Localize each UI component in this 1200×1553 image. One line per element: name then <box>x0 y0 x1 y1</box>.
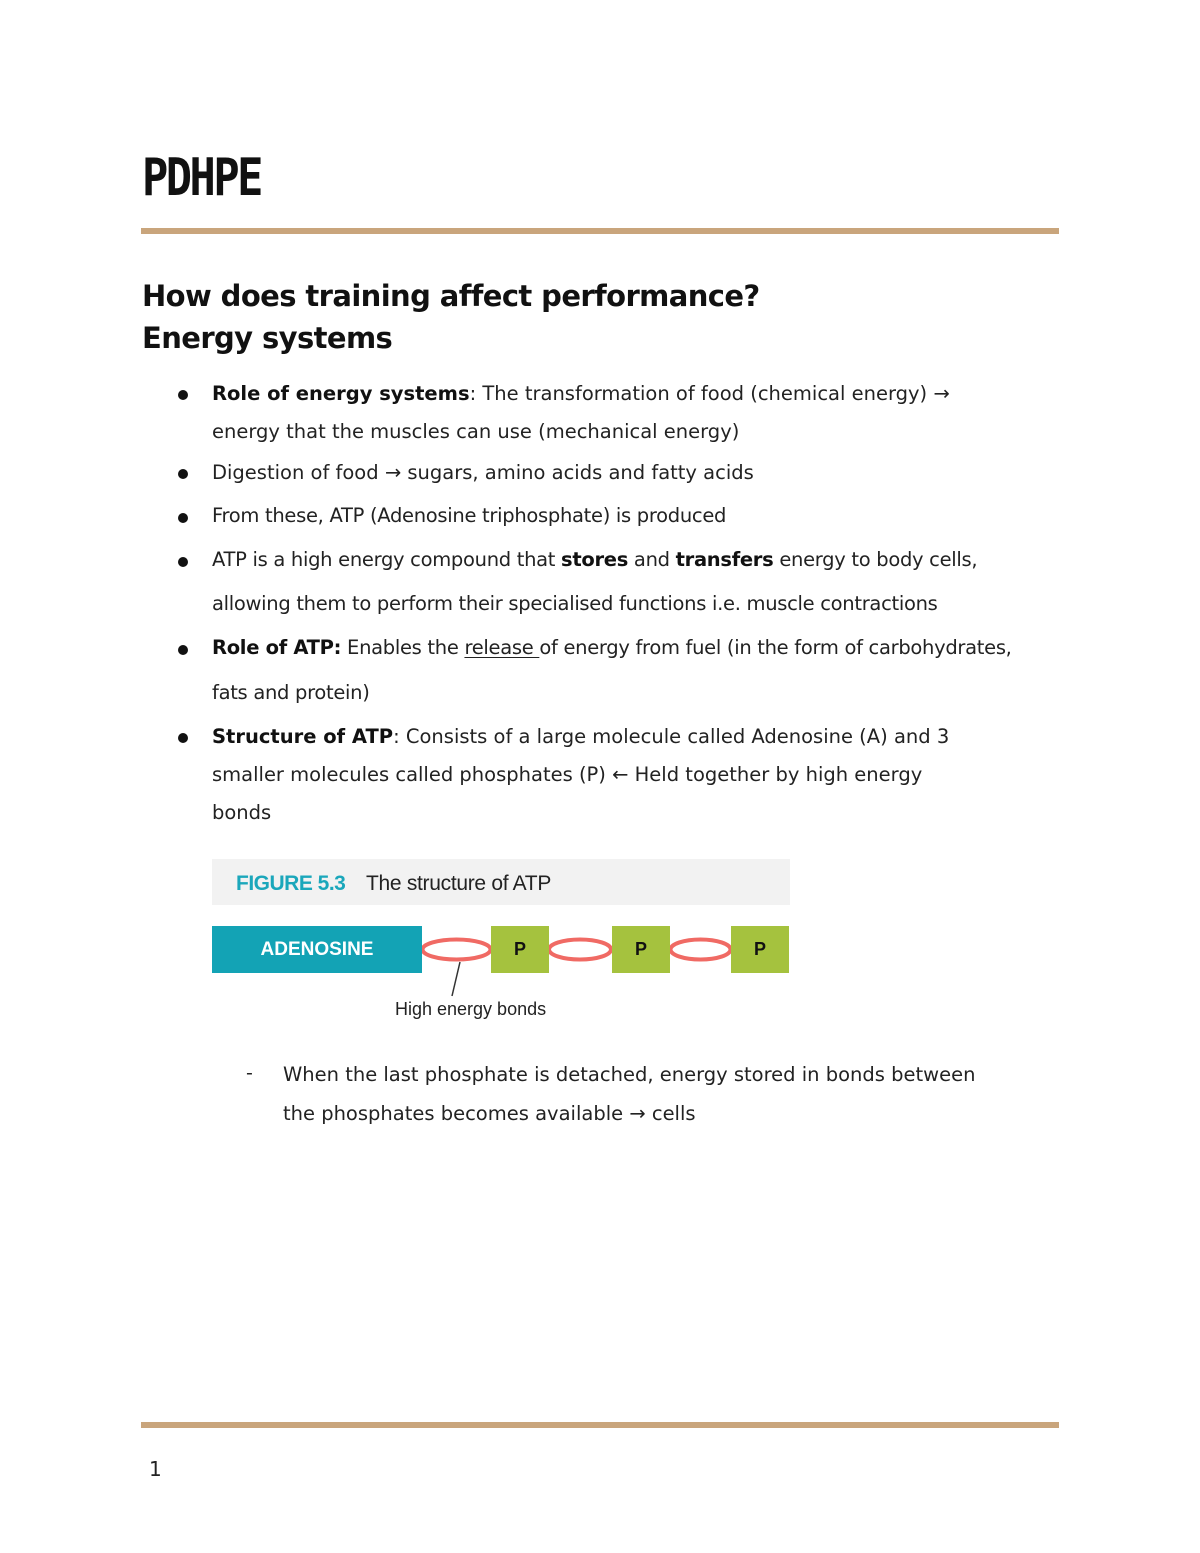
bond-pointer-line <box>452 962 460 996</box>
text-segment: release <box>464 636 540 659</box>
text-segment: From these, ATP (Adenosine triphosphate) is produced <box>212 504 727 527</box>
phosphate-block-3: P <box>731 926 789 973</box>
bullet-line-3 <box>212 460 754 486</box>
text-segment: fats and protein) <box>212 681 370 704</box>
text-segment: ATP is a high energy compound that <box>212 548 562 571</box>
bond-1 <box>423 940 491 960</box>
heading-question: How does training affect performance? <box>142 279 760 313</box>
sub-point-line-2: the phosphates becomes available → cells <box>283 1102 696 1125</box>
header-rule <box>141 228 1059 234</box>
text-segment: : Consists of a large molecule called Adenosine (A) and 3 <box>393 725 950 748</box>
bond-2 <box>549 940 611 960</box>
bullet-icon <box>178 733 188 743</box>
document-title: PDHPE <box>142 148 261 208</box>
text-segment: Digestion of food → sugars, amino acids and fatty acids <box>212 461 754 484</box>
text-segment: allowing them to perform their specialised functions i.e. muscle contractions <box>212 592 938 615</box>
adenosine-block: ADENOSINE <box>212 926 422 973</box>
text-segment: Enables the <box>341 636 465 659</box>
bullet-line-2 <box>212 419 739 445</box>
bullet-icon <box>178 557 188 567</box>
figure-caption: The structure of ATP <box>366 872 552 895</box>
bullet-line-10 <box>212 762 922 788</box>
text-segment: smaller molecules called phosphates (P) ← Held together by high energy <box>212 763 923 786</box>
bullet-line-1 <box>212 381 950 407</box>
text-segment: energy that the muscles can use (mechanical energy) <box>212 420 740 443</box>
bullet-icon <box>178 645 188 655</box>
sub-point-line-1: When the last phosphate is detached, energy stored in bonds between <box>283 1063 976 1086</box>
bullet-icon <box>178 513 188 523</box>
footer-rule <box>141 1422 1059 1428</box>
text-segment: Role of energy systems <box>212 382 470 405</box>
phosphate-block-1: P <box>491 926 549 973</box>
sub-point-marker: - <box>246 1062 253 1084</box>
text-segment: and <box>628 548 676 571</box>
bond-label: High energy bonds <box>395 999 547 1019</box>
bullet-line-5 <box>212 547 977 573</box>
bullet-line-7 <box>212 635 1012 661</box>
bullet-icon <box>178 469 188 479</box>
text-segment: stores <box>561 548 629 571</box>
bullet-line-4 <box>212 503 726 529</box>
text-segment: : The transformation of food (chemical energy) → <box>469 382 950 405</box>
atp-structure-figure <box>212 859 790 1034</box>
text-segment: Role of ATP: <box>212 636 342 659</box>
bullet-line-6 <box>212 591 938 617</box>
bullet-line-9 <box>212 724 949 750</box>
figure-number: FIGURE 5.3 <box>236 872 346 895</box>
text-segment: Structure of ATP <box>212 725 394 748</box>
bond-3 <box>671 940 731 960</box>
text-segment: bonds <box>212 801 272 824</box>
heading-energy-systems: Energy systems <box>142 321 393 355</box>
bullet-line-11 <box>212 800 271 826</box>
text-segment: transfers <box>675 548 774 571</box>
page-number: 1 <box>149 1457 162 1481</box>
bullet-line-8 <box>212 680 370 706</box>
text-segment: of energy from fuel (in the form of carbohydrates, <box>539 636 1012 659</box>
text-segment: energy to body cells, <box>773 548 978 571</box>
bullet-icon <box>178 390 188 400</box>
phosphate-block-2: P <box>612 926 670 973</box>
